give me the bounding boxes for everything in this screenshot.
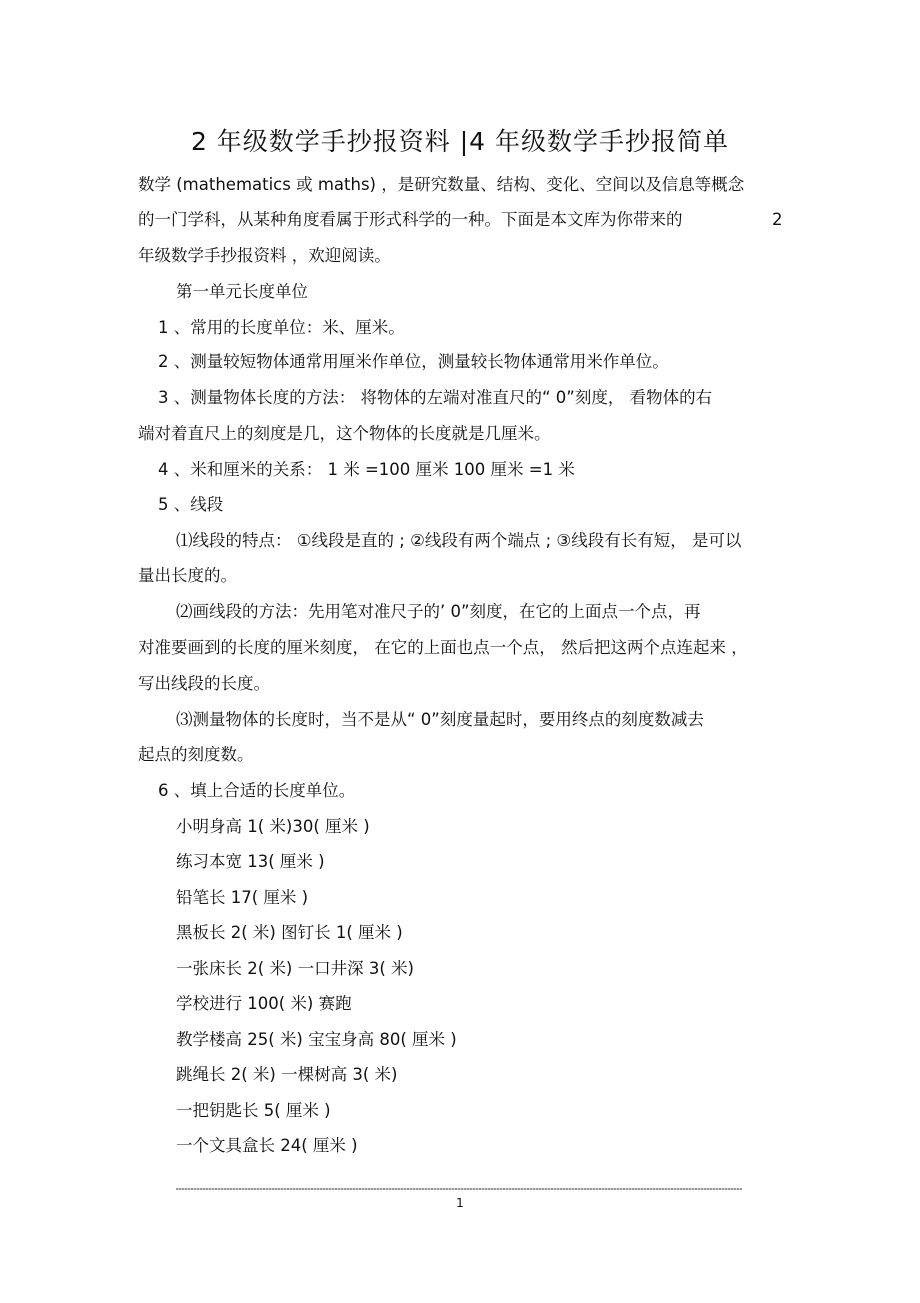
footer-divider bbox=[176, 1188, 742, 1190]
example-line: 学校进行 100( 米) 赛跑 bbox=[176, 994, 352, 1013]
page-number: 1 bbox=[456, 1196, 464, 1210]
example-line: 一张床长 2( 米) 一口井深 3( 米) bbox=[176, 959, 414, 978]
unit-title: 第一单元长度单位 bbox=[176, 282, 308, 301]
item-5: 5 、线段 bbox=[158, 495, 224, 514]
document-title: 2 年级数学手抄报资料 |4 年级数学手抄报简单 bbox=[190, 127, 730, 156]
example-line: 小明身高 1( 米)30( 厘米 ) bbox=[176, 817, 370, 836]
example-line: 一个文具盒长 24( 厘米 ) bbox=[176, 1136, 358, 1155]
item-4: 4 、米和厘米的关系： 1 米 =100 厘米 100 厘米 =1 米 bbox=[158, 460, 575, 479]
intro-line-2: 的一门学科，从某种角度看属于形式科学的一种。下面是本文库为你带来的 bbox=[138, 210, 683, 229]
example-line: 一把钥匙长 5( 厘米 ) bbox=[176, 1101, 331, 1120]
segment-point-2-line-3: 写出线段的长度。 bbox=[138, 674, 270, 693]
example-line: 教学楼高 25( 米) 宝宝身高 80( 厘米 ) bbox=[176, 1030, 457, 1049]
example-line: 黑板长 2( 米) 图钉长 1( 厘米 ) bbox=[176, 923, 403, 942]
intro-line-2-end: 2 bbox=[772, 210, 783, 229]
segment-point-3-line-1: ⑶测量物体的长度时，当不是从“ 0”刻度量起时，要用终点的刻度数减去 bbox=[176, 710, 704, 729]
item-3-line-1: 3 、测量物体长度的方法： 将物体的左端对准直尺的“ 0”刻度， 看物体的右 bbox=[158, 388, 713, 407]
item-1: 1 、常用的长度单位：米、厘米。 bbox=[158, 318, 405, 337]
segment-point-2-line-2: 对准要画到的长度的厘米刻度， 在它的上面也点一个点， 然后把这两个点连起来 ， bbox=[138, 638, 748, 657]
example-line: 练习本宽 13( 厘米 ) bbox=[176, 852, 325, 871]
segment-point-2-line-1: ⑵画线段的方法：先用笔对准尺子的’ 0”刻度，在它的上面点一个点，再 bbox=[176, 602, 701, 621]
segment-point-3-line-2: 起点的刻度数。 bbox=[138, 745, 254, 764]
intro-line-3: 年级数学手抄报资料 ，欢迎阅读。 bbox=[138, 246, 391, 265]
intro-line-1: 数学 (mathematics 或 maths) ，是研究数量、结构、变化、空间以及信息等概念 bbox=[138, 175, 745, 194]
segment-point-1-line-2: 量出长度的。 bbox=[138, 566, 237, 585]
item-3-line-2: 端对着直尺上的刻度是几，这个物体的长度就是几厘米。 bbox=[138, 424, 551, 443]
item-2: 2 、测量较短物体通常用厘米作单位，测量较长物体通常用米作单位。 bbox=[158, 352, 669, 371]
example-line: 跳绳长 2( 米) 一棵树高 3( 米) bbox=[176, 1065, 398, 1084]
item-6: 6 、填上合适的长度单位。 bbox=[158, 781, 356, 800]
example-line: 铅笔长 17( 厘米 ) bbox=[176, 888, 309, 907]
segment-point-1-line-1: ⑴线段的特点： ①线段是直的 ; ②线段有两个端点 ; ③线段有长有短， 是可以 bbox=[176, 531, 742, 550]
